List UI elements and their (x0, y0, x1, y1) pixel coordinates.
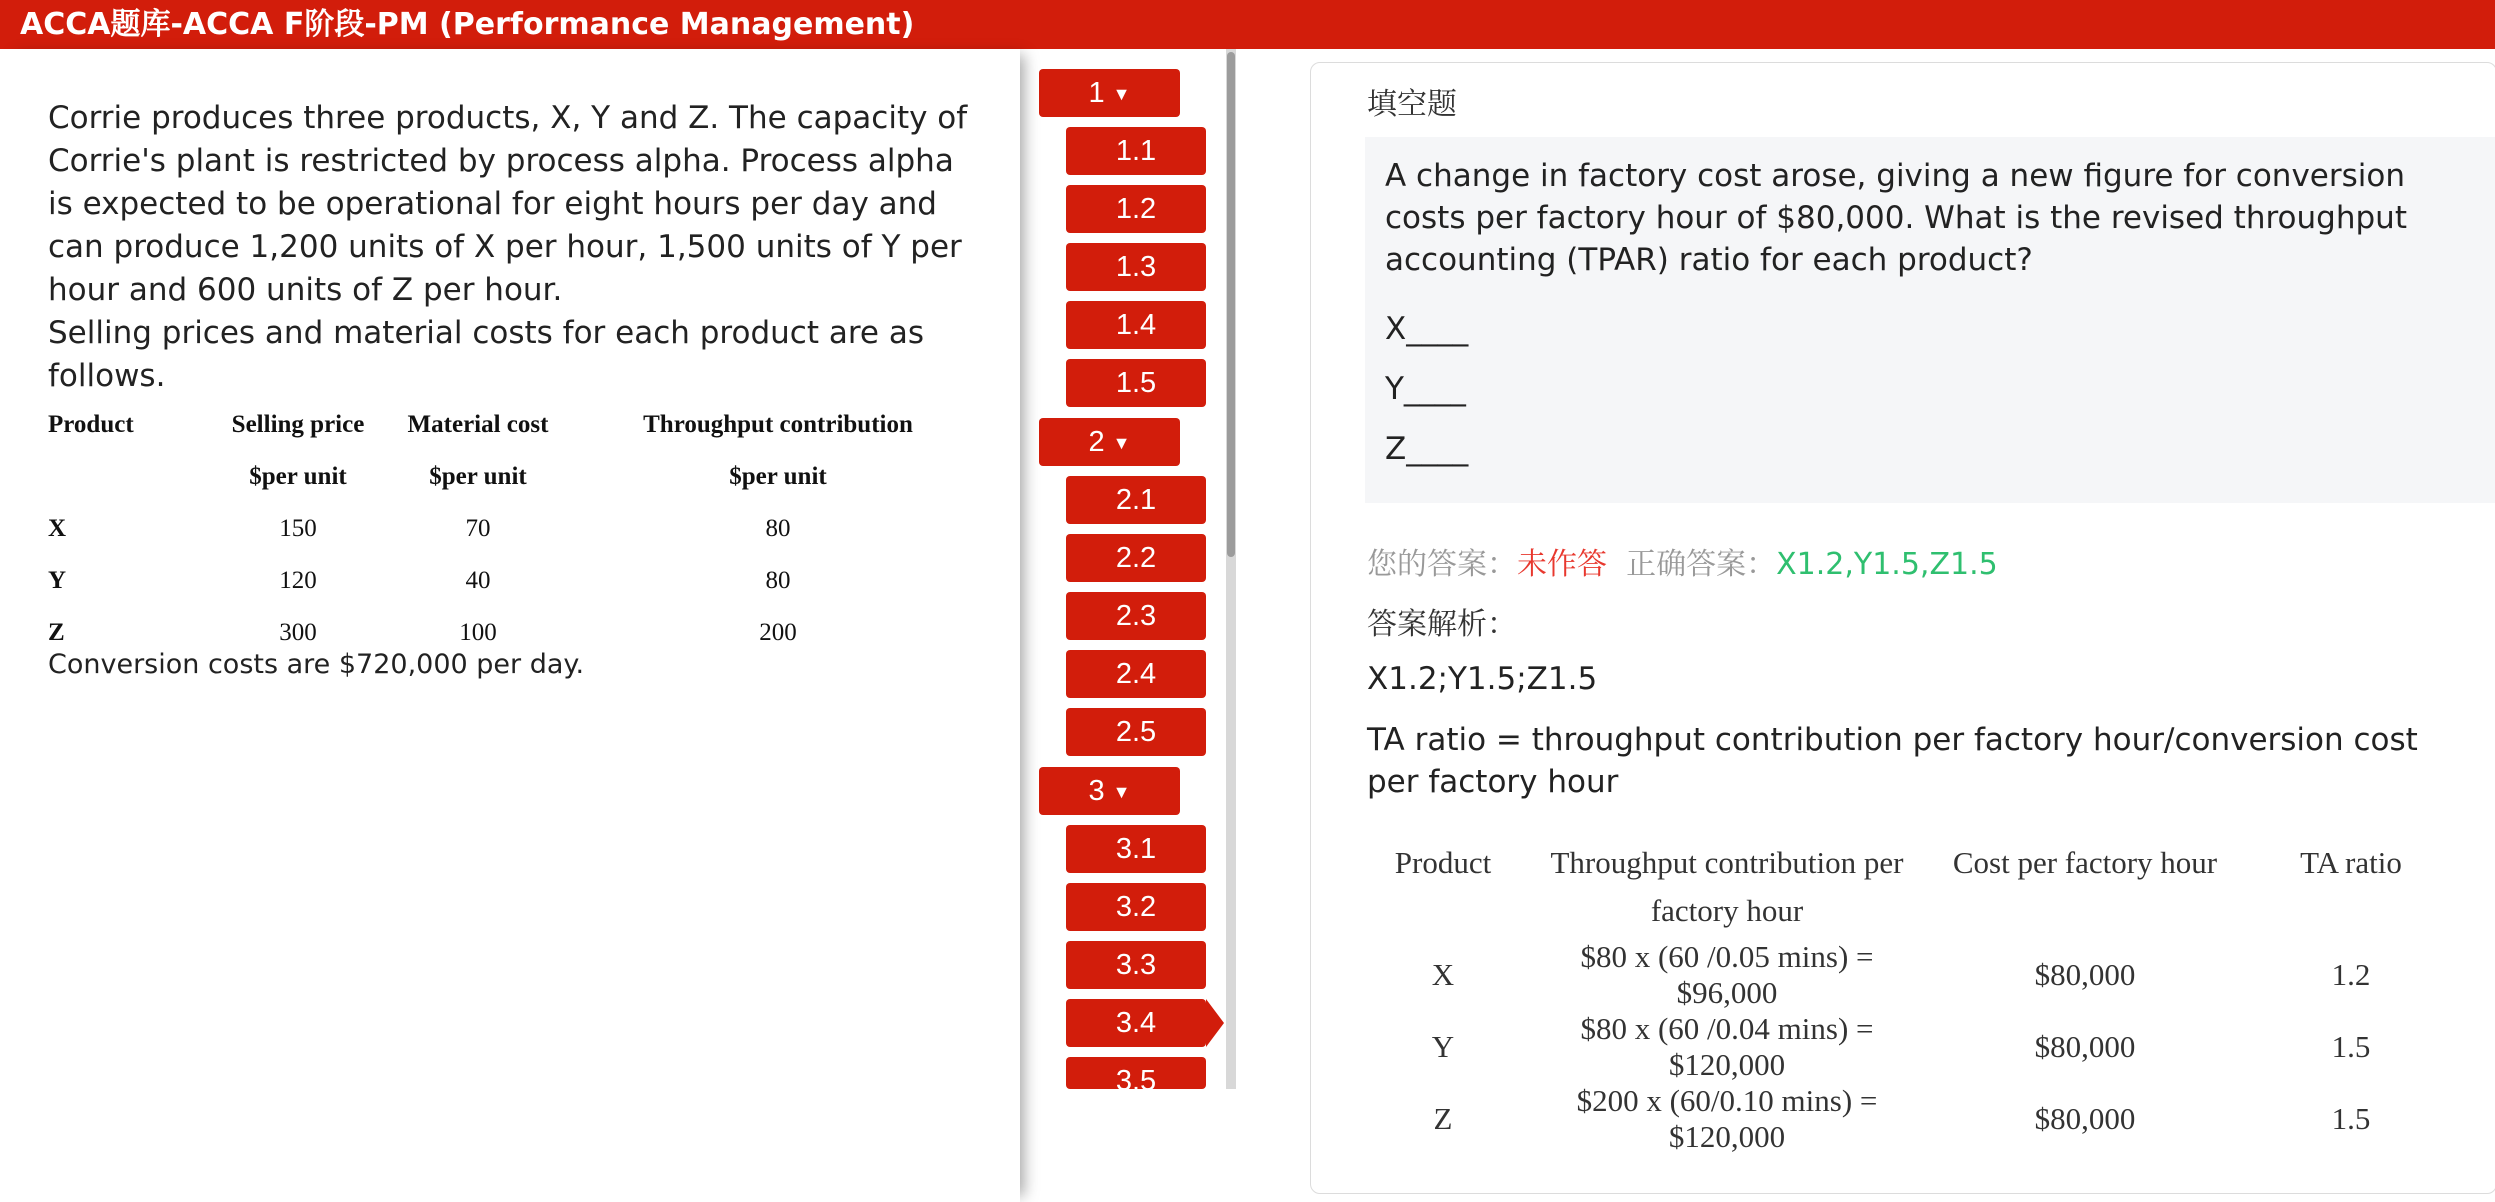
table-row (48, 555, 988, 607)
nav-item-3-2[interactable]: 3.2 (1066, 883, 1206, 931)
table-cell: 200 (759, 619, 797, 646)
nav-item-3-1[interactable]: 3.1 (1066, 825, 1206, 873)
table-header: Material cost (407, 411, 549, 438)
table-units-row (48, 451, 988, 503)
caret-down-icon: ▼ (1112, 433, 1131, 454)
products-table (48, 399, 988, 659)
nav-group-3[interactable] (1039, 767, 1180, 815)
table-cell: Y (48, 567, 67, 594)
table-row (1359, 1011, 2459, 1083)
analysis-title: 答案解析： (1367, 607, 1517, 642)
table-unit: $per unit (429, 463, 527, 490)
table-unit: $per unit (249, 463, 347, 490)
nav-item-2-4[interactable]: 2.4 (1066, 650, 1206, 698)
solution-cell: $80,000 (2034, 1029, 2136, 1064)
solution-cell: $80 x (60 /0.05 mins) = $96,000 (1580, 939, 1874, 1010)
caret-down-icon: ▼ (1112, 84, 1131, 105)
correct-answer-value: X1.2,Y1.5,Z1.5 (1776, 547, 1998, 582)
nav-group-label: 1 (1088, 77, 1105, 109)
nav-item-3-4[interactable]: 3.4 (1066, 999, 1206, 1047)
blank-x: X____ (1385, 311, 1469, 347)
nav-item-1-1[interactable]: 1.1 (1066, 127, 1206, 175)
table-header: Selling price (231, 411, 365, 438)
nav-item-1-4[interactable]: 1.4 (1066, 301, 1206, 349)
question-text (48, 97, 988, 398)
blank-y: Y____ (1385, 371, 1466, 407)
table-row (1359, 939, 2459, 1011)
nav-group-label: 2 (1088, 426, 1105, 458)
table-cell: 40 (465, 567, 491, 594)
page-title: ACCA题库-ACCA F阶段-PM (Performance Management) (20, 7, 915, 42)
solution-cell: 1.5 (2331, 1029, 2371, 1064)
question-paragraph: Corrie produces three products, X, Y and Z. The capacity of Corrie's plant is restricted by process alpha. Process alpha is expected to be operational for eight hours per day and can produce 1,200 units of X per hour, 1,500 units of Y per hour and 600 units of Z per hour. (48, 100, 968, 308)
solution-header: Product (1394, 845, 1492, 880)
table-cell: 100 (459, 619, 497, 646)
question-type-label: 填空题 (1367, 87, 1457, 122)
nav-item-2-2[interactable]: 2.2 (1066, 534, 1206, 582)
solution-cell: X (1431, 957, 1455, 992)
analysis-answer: X1.2;Y1.5;Z1.5 (1367, 661, 1598, 697)
nav-item-3-5[interactable]: 3.5 (1066, 1057, 1206, 1089)
solution-cell: $200 x (60/0.10 mins) = $120,000 (1576, 1083, 1878, 1154)
table-row (1359, 1083, 2459, 1155)
table-cell: 300 (279, 619, 317, 646)
question-paragraph: Selling prices and material costs for each product are as follows. (48, 315, 924, 394)
prompt-box (1365, 137, 2495, 503)
table-cell: 120 (279, 567, 317, 594)
question-panel (0, 49, 1020, 1202)
table-cell: 150 (279, 515, 317, 542)
conversion-cost-note: Conversion costs are $720,000 per day. (48, 649, 585, 680)
nav-group-1[interactable] (1039, 69, 1180, 117)
solution-header: Cost per factory hour (1952, 845, 2218, 880)
ta-ratio-formula: TA ratio = throughput contribution per factory hour/conversion cost per factory hour (1367, 722, 2418, 800)
table-cell: 80 (765, 515, 791, 542)
your-answer-value: 未作答 (1517, 547, 1607, 582)
solution-cell: $80,000 (2034, 1101, 2136, 1136)
table-cell: X (48, 515, 67, 542)
your-answer-label: 您的答案： (1367, 547, 1517, 582)
nav-item-3-3[interactable]: 3.3 (1066, 941, 1206, 989)
solution-header: Throughput contribution per factory hour (1550, 845, 1904, 928)
table-unit (48, 451, 208, 503)
nav-item-1-2[interactable]: 1.2 (1066, 185, 1206, 233)
correct-answer-label: 正确答案： (1626, 547, 1777, 582)
table-header-row (48, 399, 988, 451)
solution-cell: 1.5 (2331, 1101, 2371, 1136)
nav-item-1-5[interactable]: 1.5 (1066, 359, 1206, 407)
solution-cell: $80,000 (2034, 957, 2136, 992)
solution-header-row (1359, 833, 2459, 939)
prompt-text: A change in factory cost arose, giving a new figure for conversion costs per factory hour of $80,000. What is the revised throughput accounting (TPAR) ratio for each product? (1385, 158, 2407, 278)
table-unit: $per unit (729, 463, 827, 490)
nav-item-1-3[interactable]: 1.3 (1066, 243, 1206, 291)
blank-z: Z____ (1385, 431, 1469, 467)
solution-header: TA ratio (2300, 845, 2402, 880)
solution-cell: Z (1433, 1101, 1453, 1136)
nav-item-2-5[interactable]: 2.5 (1066, 708, 1206, 756)
nav-scrollbar-thumb[interactable] (1227, 52, 1235, 557)
solution-cell: Y (1431, 1029, 1455, 1064)
nav-group-label: 3 (1088, 775, 1105, 807)
nav-group-2[interactable] (1039, 418, 1180, 466)
nav-item-2-3[interactable]: 2.3 (1066, 592, 1206, 640)
table-cell: Z (48, 619, 65, 646)
solution-cell: 1.2 (2331, 957, 2371, 992)
table-cell: 80 (765, 567, 791, 594)
app-header (0, 0, 2495, 49)
table-cell: 70 (465, 515, 491, 542)
solution-table (1359, 833, 2459, 1155)
question-nav (1020, 49, 1310, 1202)
nav-item-2-1[interactable]: 2.1 (1066, 476, 1206, 524)
answer-card (1310, 62, 2495, 1194)
table-header: Product (48, 411, 134, 438)
table-row (48, 503, 988, 555)
table-header: Throughput contribution (643, 411, 913, 438)
solution-cell: $80 x (60 /0.04 mins) = $120,000 (1580, 1011, 1874, 1082)
caret-down-icon: ▼ (1112, 782, 1131, 803)
answer-summary (1367, 539, 1998, 583)
